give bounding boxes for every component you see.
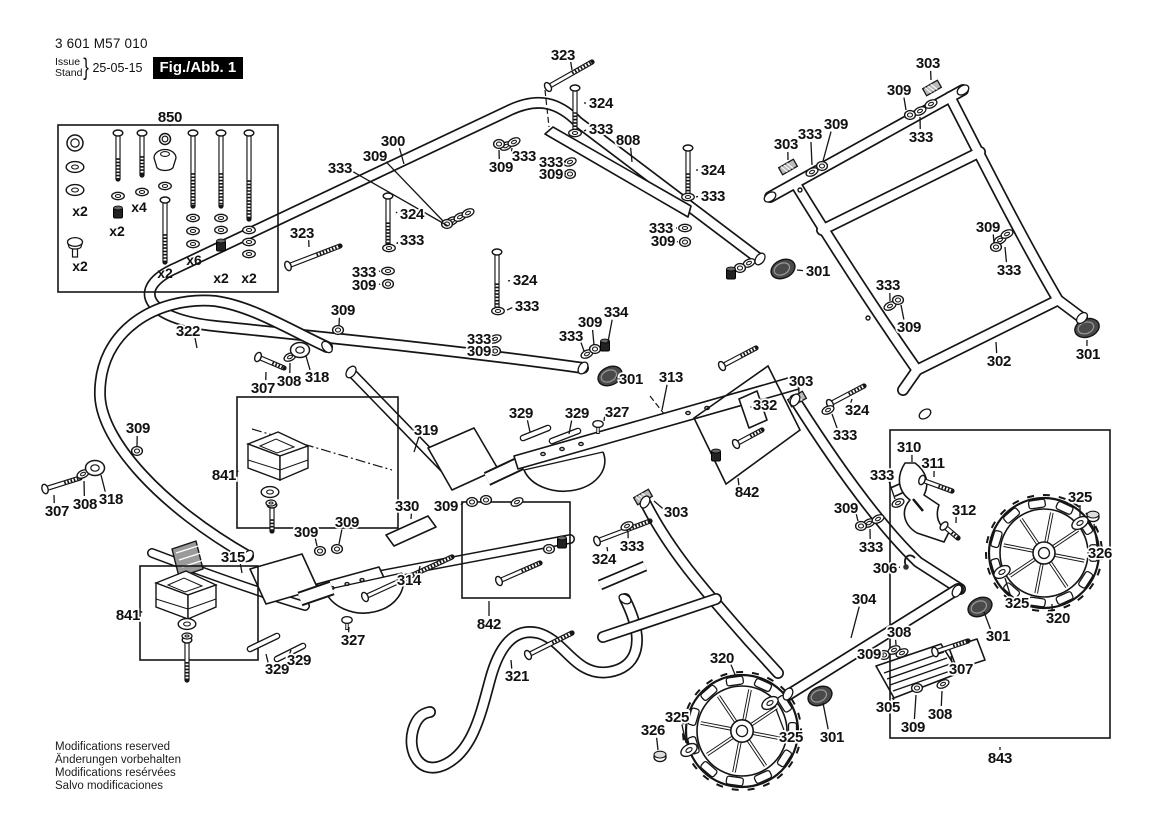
kit-qty: x2 xyxy=(213,270,229,286)
callout-309 xyxy=(539,166,566,183)
hw-boltv xyxy=(216,130,226,206)
hw-washer2 xyxy=(261,487,279,498)
callout-309 xyxy=(901,695,925,736)
callout-333 xyxy=(620,531,644,555)
svg-text:319: 319 xyxy=(413,422,439,439)
callout-324 xyxy=(584,95,614,112)
hw-grommet xyxy=(86,461,105,476)
callout-333 xyxy=(870,467,895,499)
svg-text:301: 301 xyxy=(985,628,1011,645)
svg-text:309: 309 xyxy=(488,159,514,176)
svg-text:306: 306 xyxy=(872,560,898,577)
svg-text:324: 324 xyxy=(399,206,425,223)
hw-washer xyxy=(891,497,906,509)
svg-text:308: 308 xyxy=(276,373,302,390)
svg-text:323: 323 xyxy=(550,47,576,64)
svg-text:309: 309 xyxy=(538,166,564,183)
callout-307 xyxy=(45,495,69,520)
hw-washer xyxy=(187,227,200,234)
svg-text:301: 301 xyxy=(805,263,831,280)
svg-text:322: 322 xyxy=(175,323,201,340)
callout-301 xyxy=(616,371,643,388)
svg-text:309: 309 xyxy=(896,319,922,336)
part-number: 3 601 M57 010 xyxy=(55,36,148,51)
hw-bolt xyxy=(41,473,82,494)
hw-washer xyxy=(1000,228,1015,240)
hw-nut xyxy=(817,162,828,171)
svg-text:842: 842 xyxy=(734,484,760,501)
hw-washer xyxy=(136,188,149,195)
svg-text:310: 310 xyxy=(896,439,922,456)
svg-text:309: 309 xyxy=(433,498,459,515)
svg-text:309: 309 xyxy=(856,646,882,663)
callout-305 xyxy=(876,698,900,716)
svg-text:321: 321 xyxy=(504,668,530,685)
callout-333 xyxy=(798,126,822,165)
hw-nut xyxy=(905,111,916,120)
hw-boltv xyxy=(113,130,123,179)
callout-309 xyxy=(467,343,494,360)
hw-nut xyxy=(893,296,904,305)
hw-insert xyxy=(217,239,226,251)
callout-326 xyxy=(641,722,665,750)
callout-301 xyxy=(820,703,844,746)
callout-313 xyxy=(659,369,683,410)
callout-322 xyxy=(176,323,200,348)
hw-insert xyxy=(114,206,123,218)
hw-nut xyxy=(333,326,344,335)
hw-washer xyxy=(382,267,395,274)
callout-324 xyxy=(508,272,538,289)
hw-washer xyxy=(569,129,582,136)
hw-washer xyxy=(510,496,525,508)
callout-842 xyxy=(477,601,501,633)
svg-text:333: 333 xyxy=(869,467,895,484)
svg-text:326: 326 xyxy=(640,722,666,739)
hw-washer xyxy=(507,136,522,148)
svg-text:309: 309 xyxy=(362,148,388,165)
hw-foot xyxy=(248,432,308,480)
rail-tube-314 xyxy=(317,539,570,613)
kit-qty: x4 xyxy=(131,199,147,215)
callout-841 xyxy=(212,467,238,484)
callout-309 xyxy=(352,277,380,294)
svg-text:843: 843 xyxy=(987,750,1013,767)
svg-text:329: 329 xyxy=(264,661,290,678)
callout-308 xyxy=(928,691,952,723)
kit-qty: x2 xyxy=(241,270,257,286)
callout-309 xyxy=(434,498,463,515)
callout-309 xyxy=(887,82,911,110)
svg-text:303: 303 xyxy=(663,504,689,521)
hw-nut xyxy=(680,238,691,247)
hw-oring xyxy=(182,633,192,639)
svg-text:300: 300 xyxy=(380,133,406,150)
svg-text:333: 333 xyxy=(399,232,425,249)
hw-washer2 xyxy=(66,185,84,196)
callout-332 xyxy=(750,397,777,414)
hw-boltv xyxy=(383,193,393,244)
callout-309 xyxy=(126,420,150,446)
callout-309 xyxy=(897,305,921,336)
svg-text:329: 329 xyxy=(286,652,312,669)
hw-insert xyxy=(727,267,736,279)
svg-text:324: 324 xyxy=(591,551,617,568)
footer-line: Änderungen vorbehalten xyxy=(55,754,181,766)
callout-306 xyxy=(873,560,900,577)
hw-washer xyxy=(461,207,476,219)
hw-washer xyxy=(243,250,256,257)
svg-text:841: 841 xyxy=(115,607,141,624)
svg-text:330: 330 xyxy=(394,498,420,515)
hw-nut xyxy=(383,280,394,289)
svg-text:325: 325 xyxy=(1067,489,1093,506)
callout-329 xyxy=(509,405,533,432)
svg-text:333: 333 xyxy=(700,188,726,205)
svg-text:302: 302 xyxy=(986,353,1012,370)
hw-nut xyxy=(132,447,143,456)
callout-320 xyxy=(710,650,736,677)
svg-text:308: 308 xyxy=(886,624,912,641)
hw-washer xyxy=(215,214,228,221)
svg-text:329: 329 xyxy=(564,405,590,422)
svg-text:303: 303 xyxy=(788,373,814,390)
callout-333 xyxy=(397,232,424,249)
svg-text:326: 326 xyxy=(1087,545,1113,562)
hw-nut xyxy=(481,496,492,505)
hw-insert xyxy=(558,536,567,548)
header xyxy=(55,36,243,82)
hw-grommet xyxy=(291,343,310,358)
callout-333 xyxy=(997,247,1021,279)
hw-screwv xyxy=(68,238,83,257)
hw-clip xyxy=(923,80,942,95)
svg-text:309: 309 xyxy=(975,219,1001,236)
callout-309 xyxy=(834,500,858,521)
svg-text:308: 308 xyxy=(927,706,953,723)
callout-324 xyxy=(696,162,726,179)
hw-bolt xyxy=(731,426,764,450)
svg-text:309: 309 xyxy=(351,277,377,294)
svg-text:309: 309 xyxy=(466,343,492,360)
svg-text:309: 309 xyxy=(330,302,356,319)
callout-333 xyxy=(859,529,883,556)
callout-302 xyxy=(987,342,1011,370)
callout-307 xyxy=(251,372,275,397)
figure-label: Fig./Abb. 1 xyxy=(153,57,244,79)
svg-text:333: 333 xyxy=(588,121,614,138)
svg-text:850: 850 xyxy=(157,109,183,126)
hw-boltv xyxy=(244,130,254,219)
hw-nut xyxy=(912,684,923,693)
svg-text:333: 333 xyxy=(832,427,858,444)
issue-date: 25-05-15 xyxy=(92,61,143,75)
brace-glyph: } xyxy=(83,54,90,81)
callout-310 xyxy=(897,439,921,462)
hw-washer xyxy=(383,244,396,251)
callout-333 xyxy=(507,298,539,315)
svg-text:320: 320 xyxy=(709,650,735,667)
callout-308 xyxy=(73,481,97,513)
svg-text:324: 324 xyxy=(844,402,870,419)
hw-boltv xyxy=(160,197,170,262)
hw-washer xyxy=(821,404,836,416)
hw-washer xyxy=(187,240,200,247)
callout-321 xyxy=(505,660,529,685)
svg-text:808: 808 xyxy=(615,132,641,149)
svg-text:303: 303 xyxy=(773,136,799,153)
callout-334 xyxy=(604,304,629,342)
hw-washer xyxy=(215,226,228,233)
kit-qty: x2 xyxy=(72,258,88,274)
svg-text:308: 308 xyxy=(72,496,98,513)
svg-text:334: 334 xyxy=(603,304,629,321)
footer-line: Salvo modificaciones xyxy=(55,780,164,792)
svg-text:309: 309 xyxy=(823,116,849,133)
hw-washer xyxy=(112,192,125,199)
svg-text:301: 301 xyxy=(1075,346,1101,363)
svg-text:333: 333 xyxy=(558,328,584,345)
callout-312 xyxy=(952,502,976,523)
footer-notes xyxy=(55,741,181,793)
svg-text:333: 333 xyxy=(619,538,645,555)
hw-nut xyxy=(467,498,478,507)
hw-nut xyxy=(565,170,576,179)
svg-text:301: 301 xyxy=(819,729,845,746)
callout-842 xyxy=(735,478,759,501)
callout-324 xyxy=(396,206,425,223)
callout-333 xyxy=(696,188,725,205)
callout-329 xyxy=(287,650,311,669)
hw-washer xyxy=(492,307,505,314)
hw-boltv xyxy=(188,130,198,206)
svg-text:327: 327 xyxy=(604,404,630,421)
kit-qty: x2 xyxy=(157,265,173,281)
callout-309 xyxy=(651,233,678,250)
callout-327 xyxy=(604,404,629,421)
footer-line: Modifications resérvées xyxy=(55,767,176,779)
kit-qty: x2 xyxy=(109,223,125,239)
hw-bolt xyxy=(283,242,341,272)
svg-text:309: 309 xyxy=(900,719,926,736)
svg-text:333: 333 xyxy=(466,331,492,348)
hw-washer xyxy=(682,193,695,200)
svg-text:333: 333 xyxy=(858,539,884,556)
svg-text:318: 318 xyxy=(304,369,330,386)
svg-text:333: 333 xyxy=(514,298,540,315)
svg-text:309: 309 xyxy=(886,82,912,99)
callout-841 xyxy=(116,607,142,624)
hw-nut xyxy=(315,547,326,556)
hw-capnut xyxy=(654,751,666,761)
svg-text:309: 309 xyxy=(650,233,676,250)
hw-clip xyxy=(779,159,798,174)
hw-pin xyxy=(523,428,548,438)
hw-washer xyxy=(159,182,172,189)
hw-nut xyxy=(332,545,343,554)
hw-bolt xyxy=(253,351,286,372)
svg-text:313: 313 xyxy=(658,369,684,386)
hw-pin xyxy=(250,636,277,649)
kit-qty: x2 xyxy=(72,203,88,219)
svg-text:842: 842 xyxy=(476,616,502,633)
callout-309 xyxy=(294,524,318,546)
svg-text:333: 333 xyxy=(996,262,1022,279)
hw-cap xyxy=(965,594,995,621)
svg-text:309: 309 xyxy=(577,314,603,331)
svg-text:307: 307 xyxy=(948,661,974,678)
svg-text:333: 333 xyxy=(875,277,901,294)
callout-309 xyxy=(331,302,355,326)
wheel-320 xyxy=(986,495,1102,611)
kit-qty: x6 xyxy=(186,252,202,268)
hw-boltv xyxy=(182,637,192,680)
svg-text:323: 323 xyxy=(289,225,315,242)
strip-330 xyxy=(386,516,436,546)
callout-323 xyxy=(290,225,314,247)
svg-text:333: 333 xyxy=(908,129,934,146)
hw-dome xyxy=(154,150,176,171)
issue-label: Issue xyxy=(55,56,81,68)
hw-washer2 xyxy=(66,162,84,173)
svg-text:325: 325 xyxy=(778,729,804,746)
hw-end xyxy=(917,407,932,421)
svg-text:309: 309 xyxy=(293,524,319,541)
hw-bolt xyxy=(494,559,542,587)
callout-333 xyxy=(559,328,584,351)
callout-303 xyxy=(774,136,798,160)
svg-text:307: 307 xyxy=(250,380,276,397)
callout-304 xyxy=(851,591,877,638)
hw-washer xyxy=(679,224,692,231)
hw-boltv xyxy=(683,145,693,194)
svg-text:320: 320 xyxy=(1045,610,1071,627)
svg-text:333: 333 xyxy=(648,220,674,237)
hw-nut xyxy=(991,243,1002,252)
hw-washer xyxy=(243,226,256,233)
svg-text:304: 304 xyxy=(851,591,877,608)
callout-333 xyxy=(512,148,537,165)
hw-screw xyxy=(342,617,352,630)
footer-line: Modifications reserved xyxy=(55,741,171,753)
svg-text:325: 325 xyxy=(1004,595,1030,612)
svg-text:324: 324 xyxy=(700,162,726,179)
hw-boltv xyxy=(492,249,502,309)
callout-301 xyxy=(797,263,830,280)
hw-bolt xyxy=(717,344,758,372)
svg-text:318: 318 xyxy=(98,491,124,508)
callout-301 xyxy=(984,612,1010,645)
callout-324 xyxy=(845,399,870,419)
svg-text:307: 307 xyxy=(44,503,70,520)
svg-text:324: 324 xyxy=(588,95,614,112)
svg-text:309: 309 xyxy=(334,514,360,531)
hw-capnut xyxy=(1087,511,1099,521)
callout-843 xyxy=(988,747,1012,767)
callout-850 xyxy=(158,109,182,126)
callout-309 xyxy=(335,514,359,544)
svg-text:333: 333 xyxy=(327,160,353,177)
svg-text:309: 309 xyxy=(833,500,859,517)
hw-washer xyxy=(243,238,256,245)
callout-318 xyxy=(99,475,123,508)
hw-nut xyxy=(735,264,746,273)
callout-303 xyxy=(916,55,940,80)
hw-oring xyxy=(266,500,276,506)
svg-text:305: 305 xyxy=(875,699,901,716)
svg-text:333: 333 xyxy=(511,148,537,165)
svg-text:309: 309 xyxy=(125,420,151,437)
svg-text:333: 333 xyxy=(797,126,823,143)
svg-text:324: 324 xyxy=(512,272,538,289)
svg-text:329: 329 xyxy=(508,405,534,422)
svg-text:314: 314 xyxy=(396,572,422,589)
callout-315 xyxy=(221,549,245,573)
hw-nut xyxy=(494,140,505,149)
callout-324 xyxy=(592,547,617,568)
svg-text:333: 333 xyxy=(538,154,564,171)
svg-text:315: 315 xyxy=(220,549,246,566)
hw-washer2 xyxy=(178,619,196,630)
hw-insert xyxy=(712,449,721,461)
callout-327 xyxy=(341,627,365,649)
callout-309 xyxy=(489,150,513,176)
callout-309 xyxy=(857,646,884,663)
callout-333 xyxy=(584,121,613,138)
callout-301 xyxy=(1076,340,1100,363)
svg-text:303: 303 xyxy=(915,55,941,72)
svg-text:327: 327 xyxy=(340,632,366,649)
hw-washer xyxy=(187,214,200,221)
svg-text:841: 841 xyxy=(211,467,237,484)
hw-lnut xyxy=(67,135,83,151)
svg-text:325: 325 xyxy=(664,709,690,726)
hw-nut xyxy=(544,545,555,554)
svg-text:311: 311 xyxy=(921,455,945,472)
hw-cap xyxy=(768,256,798,283)
svg-text:332: 332 xyxy=(752,397,778,414)
svg-text:301: 301 xyxy=(618,371,644,388)
callout-323 xyxy=(551,47,575,70)
hw-lnut xyxy=(160,134,171,145)
callout-318 xyxy=(305,356,329,386)
svg-text:312: 312 xyxy=(951,502,977,519)
hw-nut xyxy=(856,522,867,531)
stand-label: Stand xyxy=(55,67,83,79)
hw-nut xyxy=(590,345,601,354)
svg-text:333: 333 xyxy=(351,264,377,281)
hw-boltv xyxy=(137,130,147,175)
